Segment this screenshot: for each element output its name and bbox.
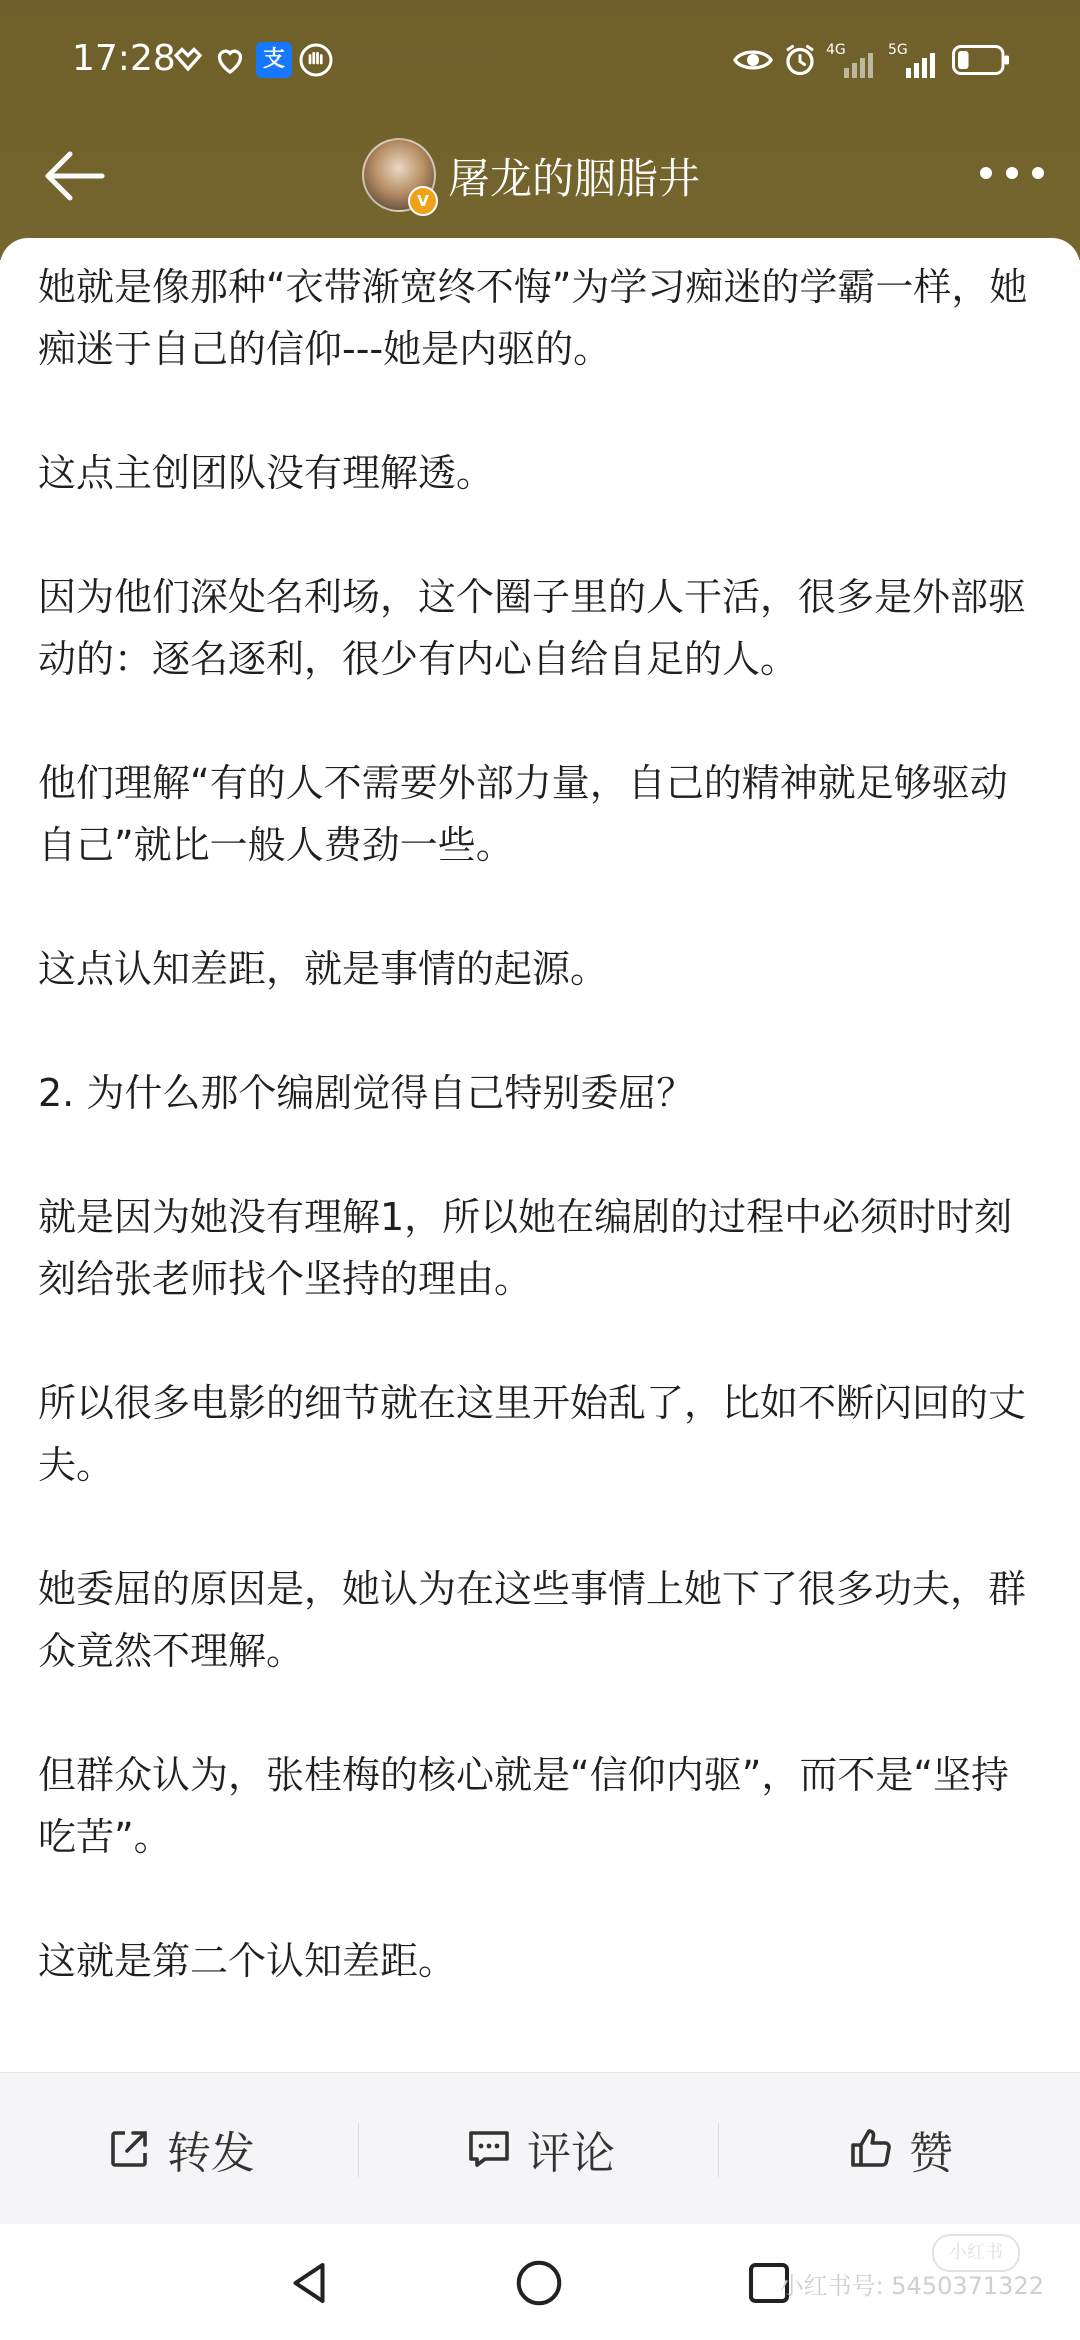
paragraph: 因为他们深处名利场，这个圈子里的人干活，很多是外部驱动的：逐名逐利，很少有内心自给自足的人。 [38, 575, 1027, 681]
network-label-4g: 4G [826, 42, 846, 58]
paragraph: 她就是像那种“衣带渐宽终不悔”为学习痴迷的学霸一样，她痴迷于自己的信仰---她是内驱的。 [38, 265, 1028, 371]
paragraph: 他们理解“有的人不需要外部力量，自己的精神就足够驱动自己”就比一般人费劲一些。 [38, 761, 1008, 867]
xiaohongshu-logo: 小红书 [932, 2234, 1020, 2272]
forward-label: 转发 [167, 2128, 255, 2179]
status-time: 17:28 [72, 38, 176, 79]
hand-icon [298, 42, 334, 78]
action-bar [0, 2072, 1080, 2225]
watermark-text: 小红书号: 5450371322 [779, 2272, 1044, 2300]
divider [718, 2123, 719, 2177]
paragraph: 这就是第二个认知差距。 [38, 1939, 457, 1983]
heart-shield-icon [170, 42, 206, 78]
comment-label: 评论 [527, 2128, 615, 2179]
battery-icon [952, 42, 1012, 78]
back-arrow-icon[interactable] [40, 146, 110, 206]
like-button[interactable] [720, 2073, 1080, 2225]
nav-home-icon[interactable] [512, 2256, 566, 2310]
heart-icon [212, 42, 248, 78]
paragraph: 但群众认为，张桂梅的核心就是“信仰内驱”，而不是“坚持吃苦”。 [38, 1753, 1010, 1859]
more-options-icon[interactable] [972, 158, 1052, 188]
author-name[interactable]: 屠龙的胭脂井 [448, 154, 701, 203]
divider [358, 2123, 359, 2177]
eye-icon [732, 42, 774, 78]
alarm-icon [782, 42, 818, 78]
share-icon [105, 2125, 153, 2173]
forward-button[interactable] [0, 2073, 360, 2225]
article-content [0, 238, 1080, 2072]
paragraph: 这点主创团队没有理解透。 [38, 451, 495, 495]
paragraph: 所以很多电影的细节就在这里开始乱了，比如不断闪回的丈夫。 [38, 1381, 1027, 1487]
comment-button[interactable] [360, 2073, 720, 2225]
signal-4g-icon [826, 42, 880, 78]
nav-back-icon[interactable] [282, 2256, 336, 2310]
like-label: 赞 [909, 2128, 953, 2179]
signal-5g-icon [888, 42, 942, 78]
top-nav-bar [0, 120, 1080, 240]
paragraph-heading: 2. 为什么那个编剧觉得自己特别委屈？ [38, 1071, 695, 1115]
network-label-5g: 5G [888, 42, 908, 58]
status-bar [0, 0, 1080, 120]
article-body [38, 256, 1044, 2054]
alipay-icon: 支 [256, 42, 292, 78]
paragraph: 她委屈的原因是，她认为在这些事情上她下了很多功夫，群众竟然不理解。 [38, 1567, 1027, 1673]
comment-icon [465, 2125, 513, 2173]
paragraph: 就是因为她没有理解1，所以她在编剧的过程中必须时时刻刻给张老师找个坚持的理由。 [38, 1195, 1013, 1301]
verified-badge-icon: V [408, 186, 438, 216]
thumbs-up-icon [847, 2125, 895, 2173]
paragraph: 这点认知差距，就是事情的起源。 [38, 947, 609, 991]
